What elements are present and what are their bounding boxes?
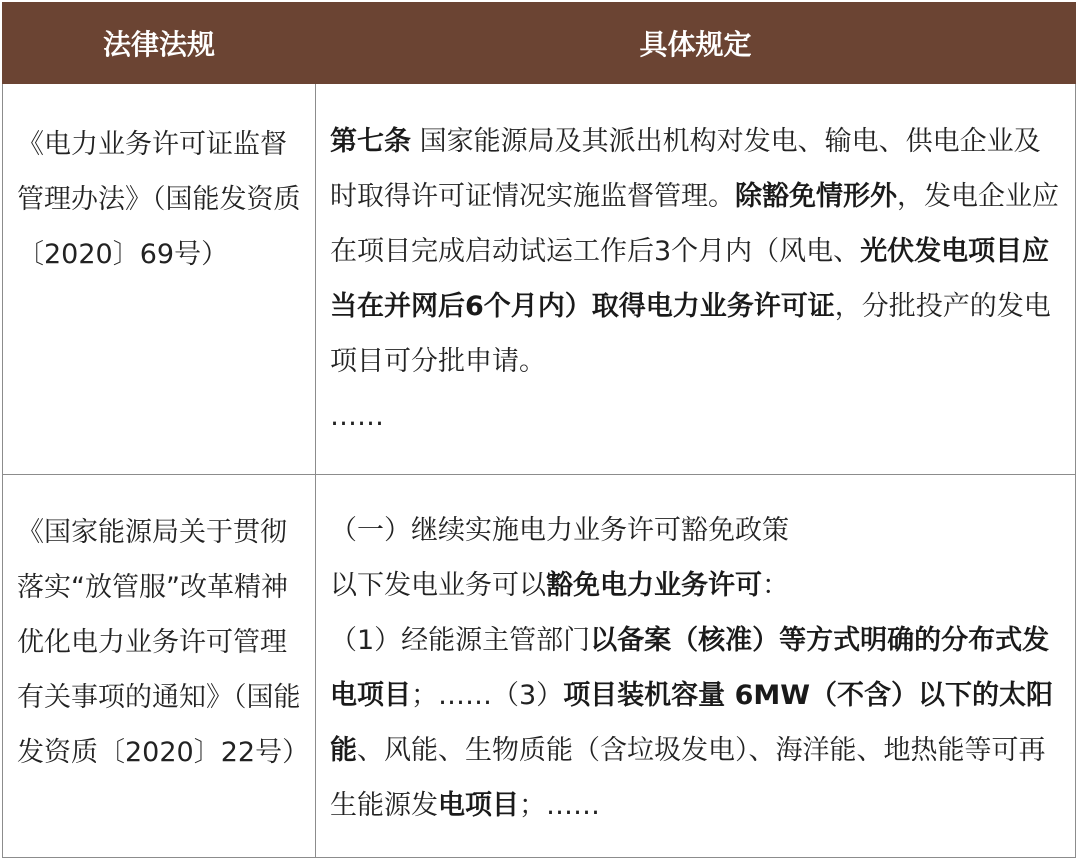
spec-text-bold: 第七条: [330, 126, 411, 157]
spec-text: 国家能源局及其派出机构对发电、输电、供电企业及时取得许可证情况实施监督管理。: [330, 126, 1041, 212]
spec-text-bold: 豁免电力业务许可: [546, 570, 762, 601]
law-name-cell: 《国家能源局关于贯彻落实“放管服”改革精神优化电力业务许可管理有关事项的通知》（国能发资质〔2020〕22号）: [3, 475, 316, 858]
spec-line: [330, 613, 1061, 833]
spec-text-bold: 项目装机容量 6MW（不含）以下的太阳能: [330, 680, 1054, 766]
spec-text: ，分批投产的发电项目可分批申请。: [330, 291, 1051, 377]
header-law: 法律法规: [3, 3, 316, 84]
law-name-cell: 《电力业务许可证监督管理办法》（国能发资质〔2020〕69号）: [3, 84, 316, 475]
header-spec: 具体规定: [316, 3, 1076, 84]
spec-text: ，发电企业应在项目完成启动试运工作后3个月内（风电、: [330, 181, 1059, 267]
spec-cell: [316, 84, 1076, 475]
spec-text: ；……: [519, 790, 600, 821]
spec-cell: [316, 475, 1076, 858]
spec-text: ：: [762, 570, 789, 601]
spec-text: 以下发电业务可以: [330, 570, 546, 601]
spec-line: [330, 503, 1061, 558]
header-row: [3, 3, 1076, 84]
regulation-table: [2, 2, 1076, 858]
spec-line: [330, 558, 1061, 613]
spec-paragraph: [330, 114, 1061, 389]
spec-text: （一）继续实施电力业务许可豁免政策: [330, 515, 789, 546]
spec-text-bold: 光伏发电项目应当在并网后6个月内）取得电力业务许可证: [330, 236, 1050, 322]
spec-text: ；……（3）: [411, 680, 564, 711]
spec-ellipsis: ……: [330, 401, 384, 432]
spec-text: （1）经能源主管部门: [330, 625, 591, 656]
spec-text: 、风能、生物质能（含垃圾发电）、海洋能、地热能等可再生能源发: [330, 735, 1046, 821]
spec-text-bold: 除豁免情形外: [735, 181, 897, 212]
table-row: [3, 475, 1076, 858]
table-row: [3, 84, 1076, 475]
spec-text-bold: 以备案（核准）等方式明确的分布式发电项目: [330, 625, 1050, 711]
spec-text-bold: 电项目: [438, 790, 519, 821]
